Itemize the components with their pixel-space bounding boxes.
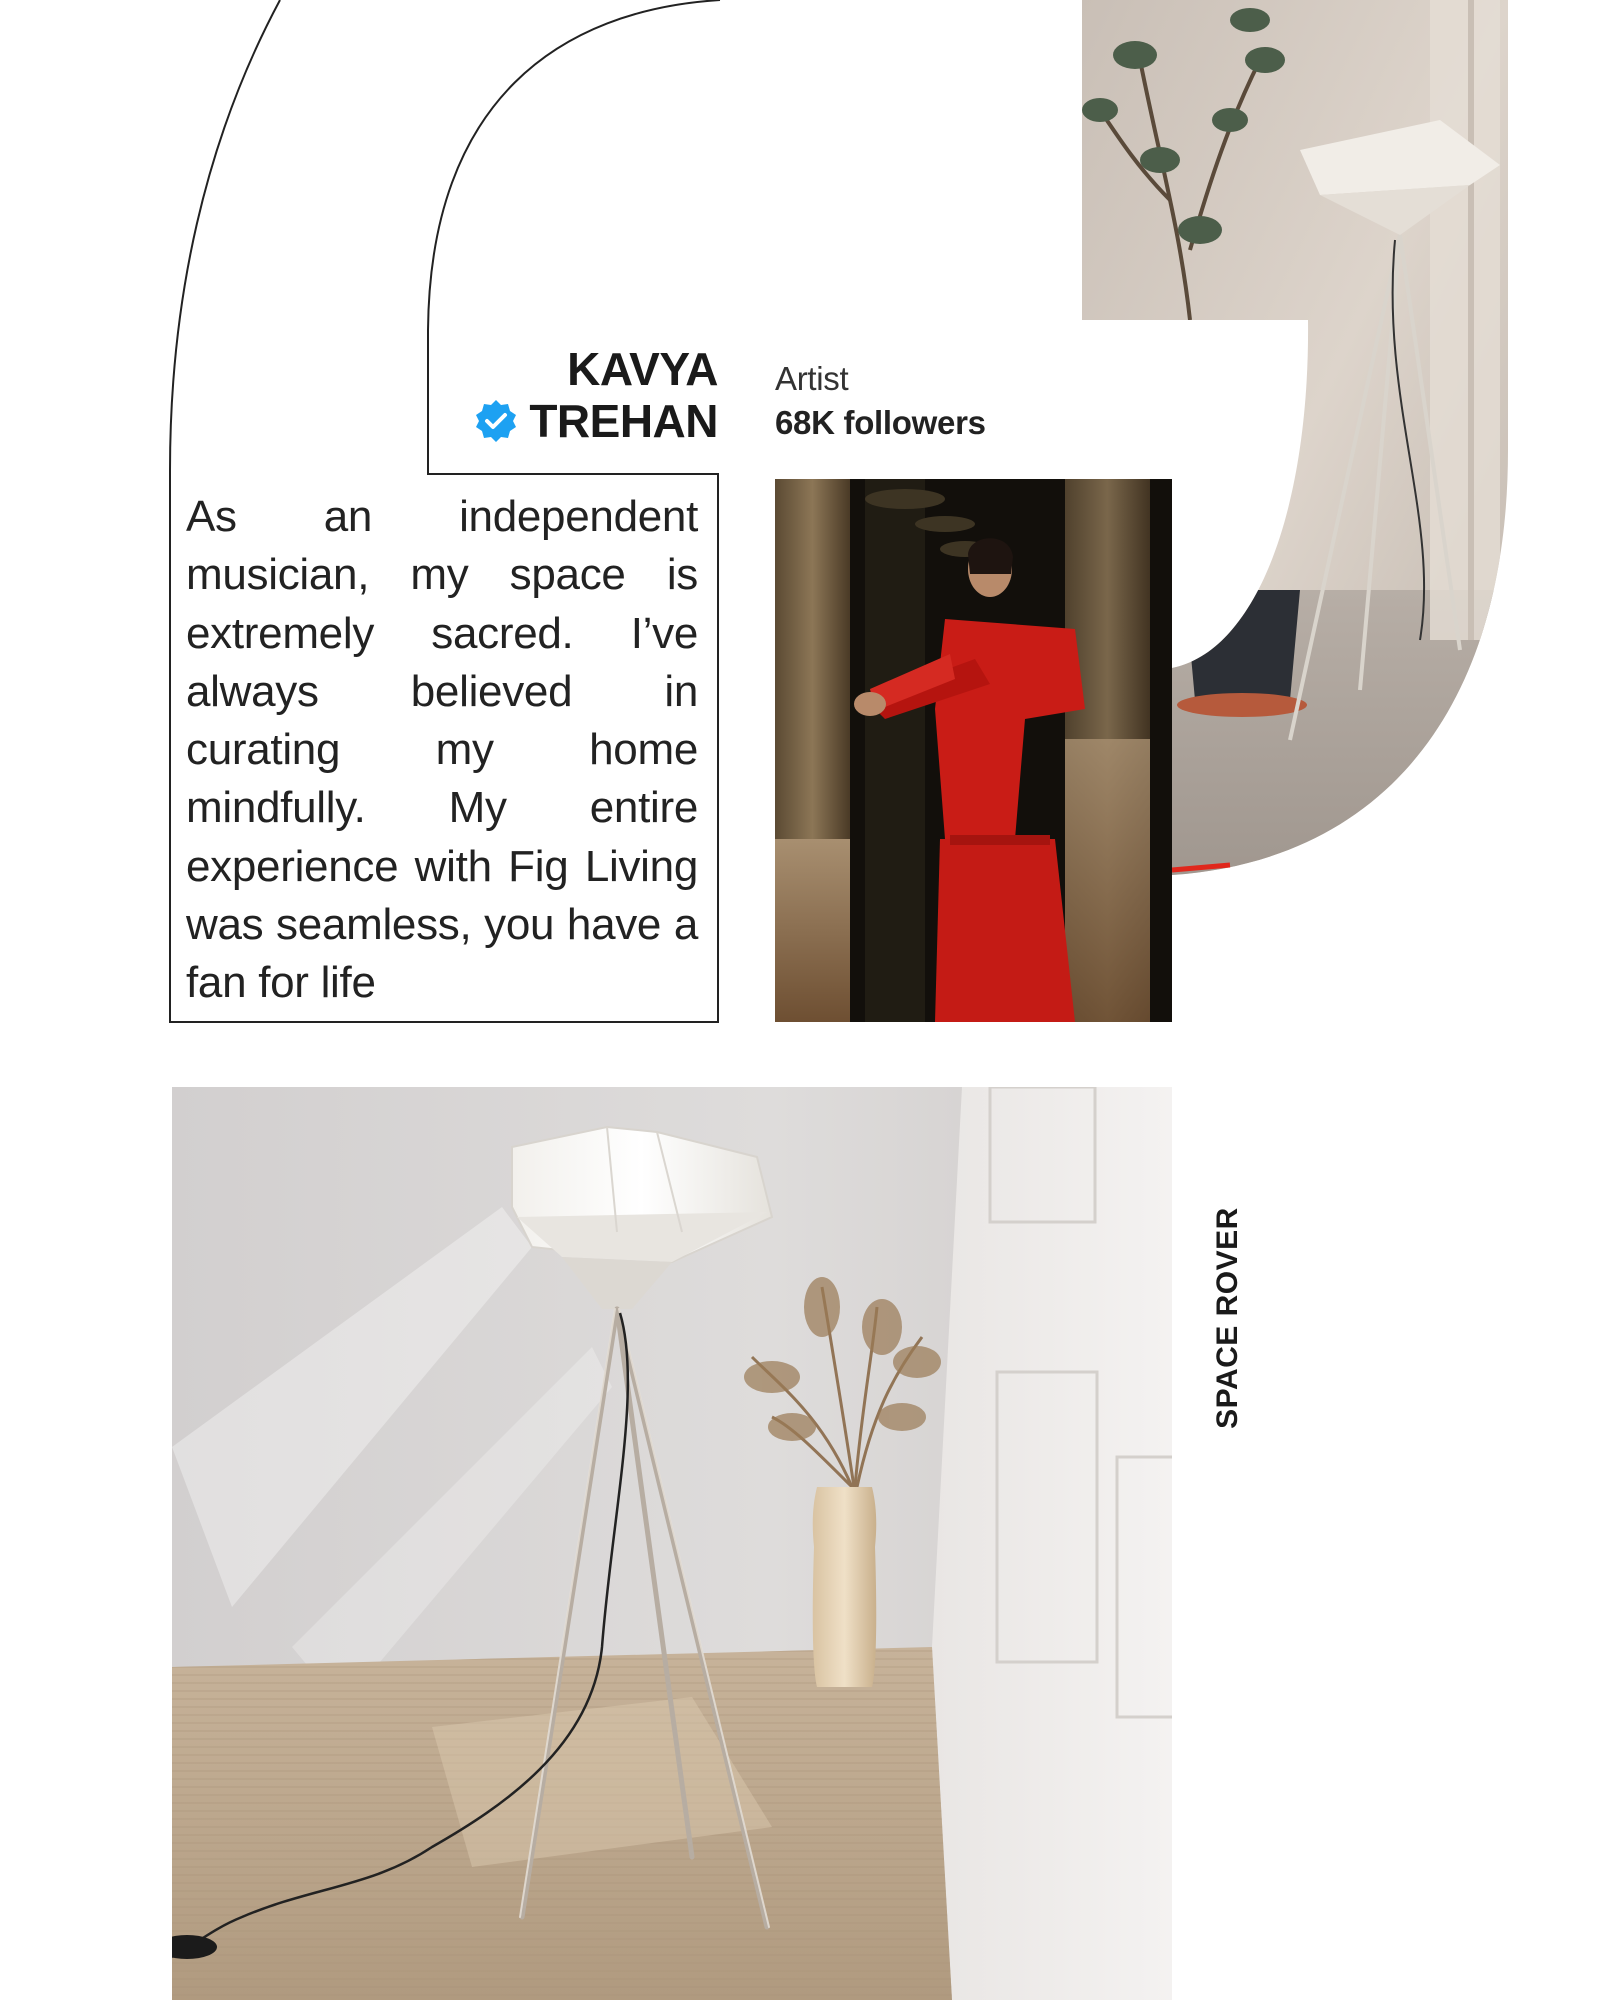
last-name: TREHAN xyxy=(529,395,718,447)
space-rover-lamp-image xyxy=(172,1087,1172,2000)
product-name-label: SPACE ROVER xyxy=(1211,1207,1244,1429)
follower-count: 68K followers xyxy=(775,404,986,441)
first-name: KAVYA xyxy=(567,343,718,395)
testimonial-name xyxy=(420,343,718,447)
testimonial-quote: As an independent musician, my space is extremely sacred. I’ve always believed in curating my home mindfully. My entire experience with Fig Living was seamless, you have a fan for life xyxy=(186,492,698,1008)
last-name-row xyxy=(420,395,718,447)
author-role: Artist xyxy=(775,360,849,397)
artist-portrait-image xyxy=(775,479,1172,1022)
verified-badge-icon xyxy=(473,398,519,444)
